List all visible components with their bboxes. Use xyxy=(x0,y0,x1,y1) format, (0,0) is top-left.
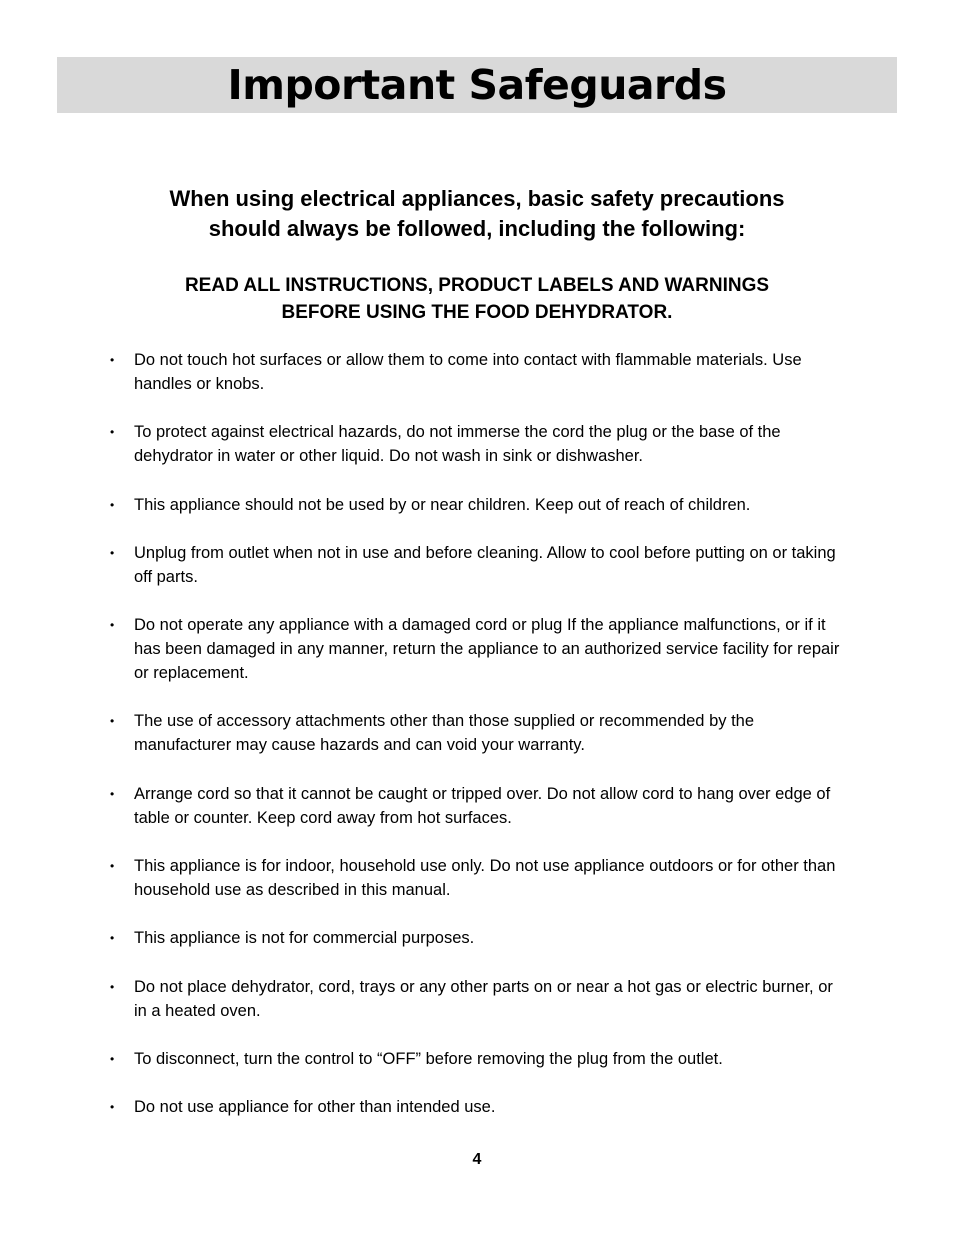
read-instructions-warning xyxy=(100,272,854,326)
safeguard-text: The use of accessory attachments other than those supplied or recommended by the manufacturer may cause hazards and can void your warranty. xyxy=(134,712,755,755)
safeguard-text: To disconnect, turn the control to “OFF” before removing the plug from the outlet. xyxy=(134,1049,723,1068)
intro-line-2: should always be followed, including the following: xyxy=(208,216,746,241)
bullet-icon: • xyxy=(110,786,115,801)
warning-line-2: BEFORE USING THE FOOD DEHYDRATOR. xyxy=(281,302,673,323)
safeguard-text: This appliance is not for commercial purposes. xyxy=(134,929,475,948)
safeguard-item xyxy=(110,1095,840,1119)
intro-line-1: When using electrical appliances, basic safety precautions xyxy=(169,186,785,211)
bullet-icon: • xyxy=(110,1100,115,1115)
safeguard-item xyxy=(110,541,840,589)
page-title: Important Safeguards xyxy=(227,60,727,109)
safeguard-item xyxy=(110,420,840,468)
safeguard-item xyxy=(110,493,840,517)
bullet-icon: • xyxy=(110,931,115,946)
intro-statement xyxy=(100,184,854,244)
safeguard-text: Arrange cord so that it cannot be caught or tripped over. Do not allow cord to hang over edge of table or counter. Keep cord away from hot surfaces. xyxy=(134,784,831,827)
safeguard-text: Unplug from outlet when not in use and before cleaning. Allow to cool before putting on or taking off parts. xyxy=(134,543,836,586)
warning-line-1: READ ALL INSTRUCTIONS, PRODUCT LABELS AND WARNINGS xyxy=(184,275,770,296)
bullet-icon: • xyxy=(110,859,115,874)
bullet-icon: • xyxy=(110,353,115,367)
bullet-icon: • xyxy=(110,1051,115,1066)
safeguard-item xyxy=(110,926,840,950)
safeguard-text: To protect against electrical hazards, do not immerse the cord the plug or the base of the dehydrator in water or other liquid. Do not wash in sink or dishwasher. xyxy=(134,423,781,466)
bullet-icon: • xyxy=(110,545,115,560)
safeguard-text: Do not touch hot surfaces or allow them to come into contact with flammable materials. Use handles or knobs. xyxy=(134,351,802,393)
safeguard-item xyxy=(110,709,840,757)
bullet-icon: • xyxy=(110,714,115,729)
safeguard-text: Do not operate any appliance with a damaged cord or plug If the appliance malfunctions, or if it has been damaged in any manner, return the appliance to an authorized service facility for repair or replacement. xyxy=(134,616,840,683)
safeguard-item xyxy=(110,613,840,685)
safeguard-list xyxy=(110,348,840,1144)
bullet-icon: • xyxy=(110,497,115,512)
page-number: 4 xyxy=(472,1151,482,1168)
safeguard-text: This appliance is for indoor, household use only. Do not use appliance outdoors or for other than household use as described in this manual. xyxy=(134,857,836,900)
safeguard-item xyxy=(110,348,840,396)
safeguard-item xyxy=(110,782,840,830)
bullet-icon: • xyxy=(110,425,115,440)
safeguard-item xyxy=(110,854,840,902)
safeguard-item xyxy=(110,1047,840,1071)
safeguard-text: This appliance should not be used by or near children. Keep out of reach of children. xyxy=(134,495,751,514)
title-banner xyxy=(57,57,897,113)
bullet-icon: • xyxy=(110,618,115,633)
bullet-icon: • xyxy=(110,979,115,994)
safeguard-item xyxy=(110,975,840,1023)
safeguard-text: Do not place dehydrator, cord, trays or any other parts on or near a hot gas or electric burner, or in a heated oven. xyxy=(134,977,833,1020)
safeguard-text: Do not use appliance for other than intended use. xyxy=(134,1098,496,1117)
